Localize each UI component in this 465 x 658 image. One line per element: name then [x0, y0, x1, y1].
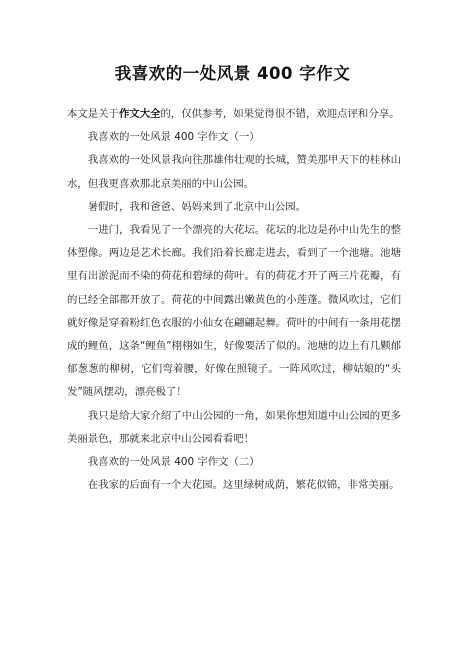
intro-text-after: 的，仅供参考，如果觉得很不错，欢迎点评和分享。 [160, 108, 400, 120]
paragraph-park-description: 一进门，我看见了一个漂亮的大花坛。花坛的北边是孙中山先生的整体塑像。两边是艺术长廊。我们沿着长廊走进去，看到了一个池塘。池塘里有出淤泥而不染的荷花和碧绿的荷叶。有的荷花才开了两三片花瓣，有的已经全部都开放了。荷花的中间露出嫩黄色的小莲蓬。微风吹过，它们就好像是穿着粉红色衣服的小仙女在翩翩起舞。荷叶的中间有一条用花摆成的鲤鱼，这条“鲤鱼”栩栩如生，好像要活了似的。池塘的边上有几颗郁郁葱葱的柳树，它们弯着腰，好像在照镜子。一阵风吹过，柳姑娘的“头发”随风摆动，漂亮极了！ [67, 224, 401, 399]
paragraph-conclusion: 我只是给大家介绍了中山公园的一角，如果你想知道中山公园的更多美丽景色，那就来北京中山公园看看吧！ [67, 409, 401, 445]
essay-collection-link[interactable]: 作文大全 [118, 108, 161, 120]
intro-text-before: 本文是关于 [67, 108, 119, 120]
paragraph-garden: 在我家的后面有一个大花园。这里绿树成荫，繁花似锦，非常美丽。 [87, 479, 400, 492]
page-title: 我喜欢的一处风景 400 字作文 [114, 64, 351, 83]
paragraph-opening: 我喜欢的一处风景我向往那雄伟壮观的长城，赞美那甲天下的桂林山水，但我更喜欢那北京美丽的中山公园。 [67, 154, 401, 190]
essay-heading-two: 我喜欢的一处风景 400 字作文（二） [87, 456, 260, 469]
essay-heading-one: 我喜欢的一处风景 400 字作文（一） [87, 131, 260, 144]
article-body [67, 103, 401, 497]
paragraph-summer-visit: 暑假时，我和爸爸、妈妈来到了北京中山公园。 [87, 200, 306, 213]
intro-paragraph [67, 103, 401, 126]
